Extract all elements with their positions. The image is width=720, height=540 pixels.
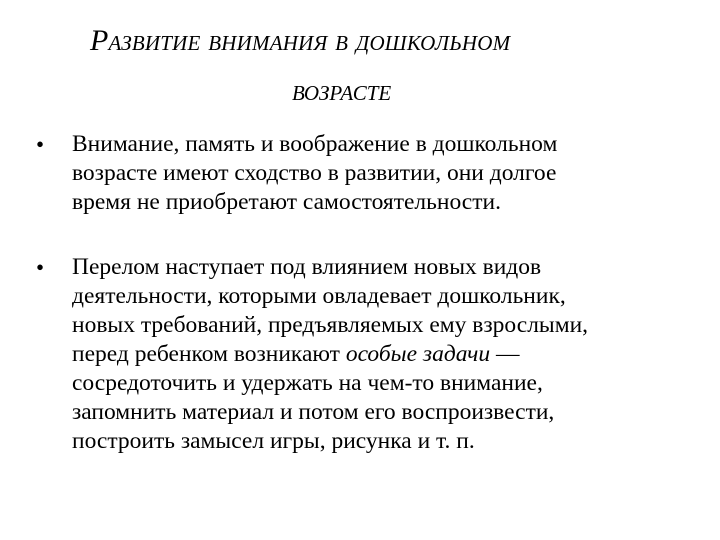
slide-title-continued: возрасте	[292, 74, 392, 107]
text-line: время не приобретают самостоятельности.	[72, 189, 501, 215]
bullet-icon: •	[36, 255, 45, 280]
emphasized-text: особые задачи	[345, 341, 491, 367]
bullet-item-1	[36, 130, 696, 217]
text-line: возрасте имеют сходство в развитии, они долгое	[72, 160, 557, 186]
text-line	[72, 340, 696, 369]
text-line: новых требований, предъявляемых ему взрослыми,	[72, 312, 589, 338]
text-fragment: —	[490, 341, 520, 367]
bullet-text	[72, 253, 696, 456]
slide-title: Развитие внимания в дошкольном	[90, 24, 511, 57]
bullet-icon: •	[36, 132, 45, 157]
text-line: деятельности, которыми овладевает дошкольник,	[72, 283, 566, 309]
text-line: Перелом наступает под влиянием новых видов	[72, 254, 542, 280]
text-line: сосредоточить и удержать на чем-то внимание,	[72, 370, 543, 396]
text-line: построить замысел игры, рисунка и т. п.	[72, 428, 475, 454]
text-line: Внимание, память и воображение в дошкольном	[72, 131, 558, 157]
bullet-list	[36, 130, 696, 456]
bullet-text	[72, 130, 696, 217]
text-line: запомнить материал и потом его воспроизвести,	[72, 399, 555, 425]
bullet-item-2	[36, 253, 696, 456]
text-fragment: перед ребенком возникают	[72, 341, 346, 367]
